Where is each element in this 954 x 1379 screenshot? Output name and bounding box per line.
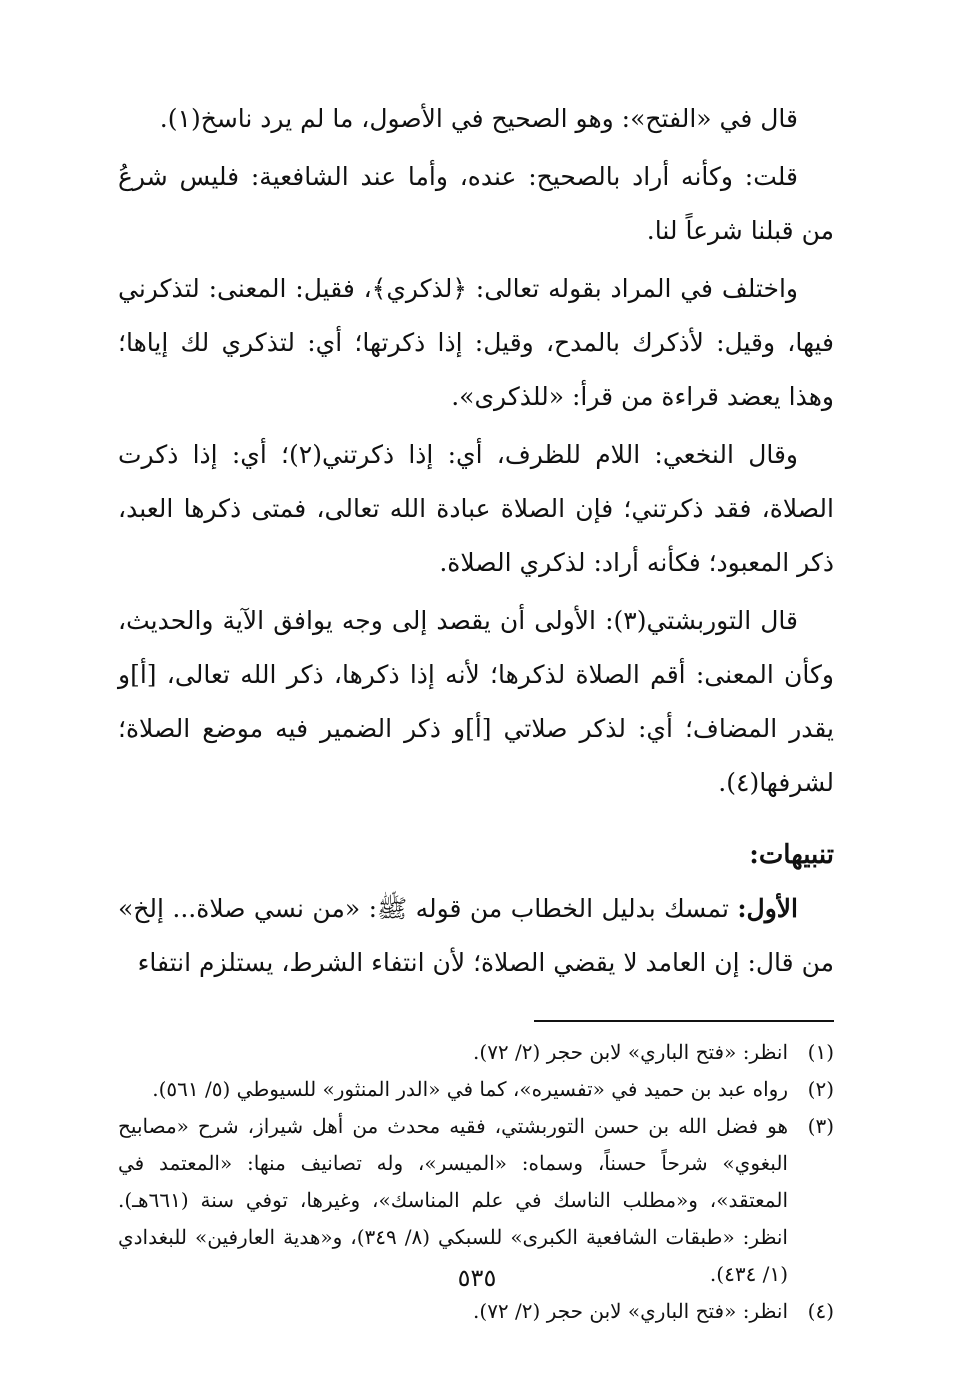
footnote-text: انظر: «فتح الباري» لابن حجر (٢/ ٧٢). (473, 1299, 788, 1323)
footnote-text: رواه عبد بن حميد في «تفسيره»، كما في «الدر المنثور» للسيوطي (٥/ ٥٦١). (152, 1077, 788, 1101)
footnote-number: (٣) (807, 1114, 834, 1138)
page-number: ٥٣٥ (457, 1264, 497, 1292)
footnote-2 (118, 1071, 834, 1108)
footnote-1 (118, 1034, 834, 1071)
paragraph-4: وقال النخعي: اللام للظرف، أي: إذا ذكرتني(٢)؛ أي: إذا ذكرت الصلاة، فقد ذكرتني؛ فإن الصلاة عبادة الله تعالى، فمتى ذكرها العبد، ذكر المعبود؛ فكأنه أراد: لذكري الصلاة. (118, 440, 834, 577)
footnote-number: (٤) (807, 1299, 834, 1323)
footnote-4 (118, 1293, 834, 1330)
paragraph-3: واختلف في المراد بقوله تعالى: ﴿لذكري﴾، فقيل: المعنى: لتذكرني فيها، وقيل: لأذكرك بالمدح، وقيل: إذا ذكرتها؛ أي: لتذكري لك إياها؛ وهذا يعضد قراءة من قرأ: «للذكرى». (118, 274, 834, 411)
footnote-number: (١) (807, 1040, 834, 1064)
first-note-text: تمسك بدليل الخطاب من قوله ﷺ: «من نسي صلاة... إلخ» من قال: إن العامد لا يقضي الصلاة؛ لأن انتفاء الشرط، يستلزم انتفاء (118, 894, 834, 977)
footnote-text: انظر: «فتح الباري» لابن حجر (٢/ ٧٢). (473, 1040, 788, 1064)
page-body (118, 92, 834, 1330)
footnote-divider (534, 1020, 834, 1022)
paragraph-2: قلت: وكأنه أراد بالصحيح: عنده، وأما عند الشافعية: فليس شرعُ من قبلنا شرعاً لنا. (118, 162, 834, 245)
paragraph-first-note (118, 882, 834, 990)
paragraph-5: قال التوربشتي(٣): الأولى أن يقصد إلى وجه يوافق الآية والحديث، وكأن المعنى: أقم الصلاة لذكرها؛ لأنه إذا ذكرها، ذكر الله تعالى، [أ]و يقدر المضاف؛ أي: لذكر صلاتي [أ]و ذكر الضمير فيه موضع الصلاة؛ لشرفها(٤). (118, 606, 834, 797)
first-note-label: الأول: (737, 894, 798, 923)
section-heading: تنبيهات: (749, 840, 834, 870)
footnote-text: هو فضل الله بن حسن التوربشتي، فقيه محدث من أهل شيراز، شرح «مصابيح البغوي» شرحاً حسناً، وسماه: «الميسر»، وله تصانيف منها: «المعتمد في المعتقد»، و«مطلب الناسك في علم المناسك»، وغيرها، توفي سنة (٦٦١هـ). انظر: «طبقات الشافعية الكبرى» للسبكي (٨/ ٣٤٩)، و«هدية العارفين» للبغدادي (١/ ٤٣٤). (118, 1114, 788, 1286)
footnote-number: (٢) (807, 1077, 834, 1101)
paragraph-1: قال في «الفتح»: وهو الصحيح في الأصول، ما لم يرد ناسخ(١). (159, 104, 798, 133)
